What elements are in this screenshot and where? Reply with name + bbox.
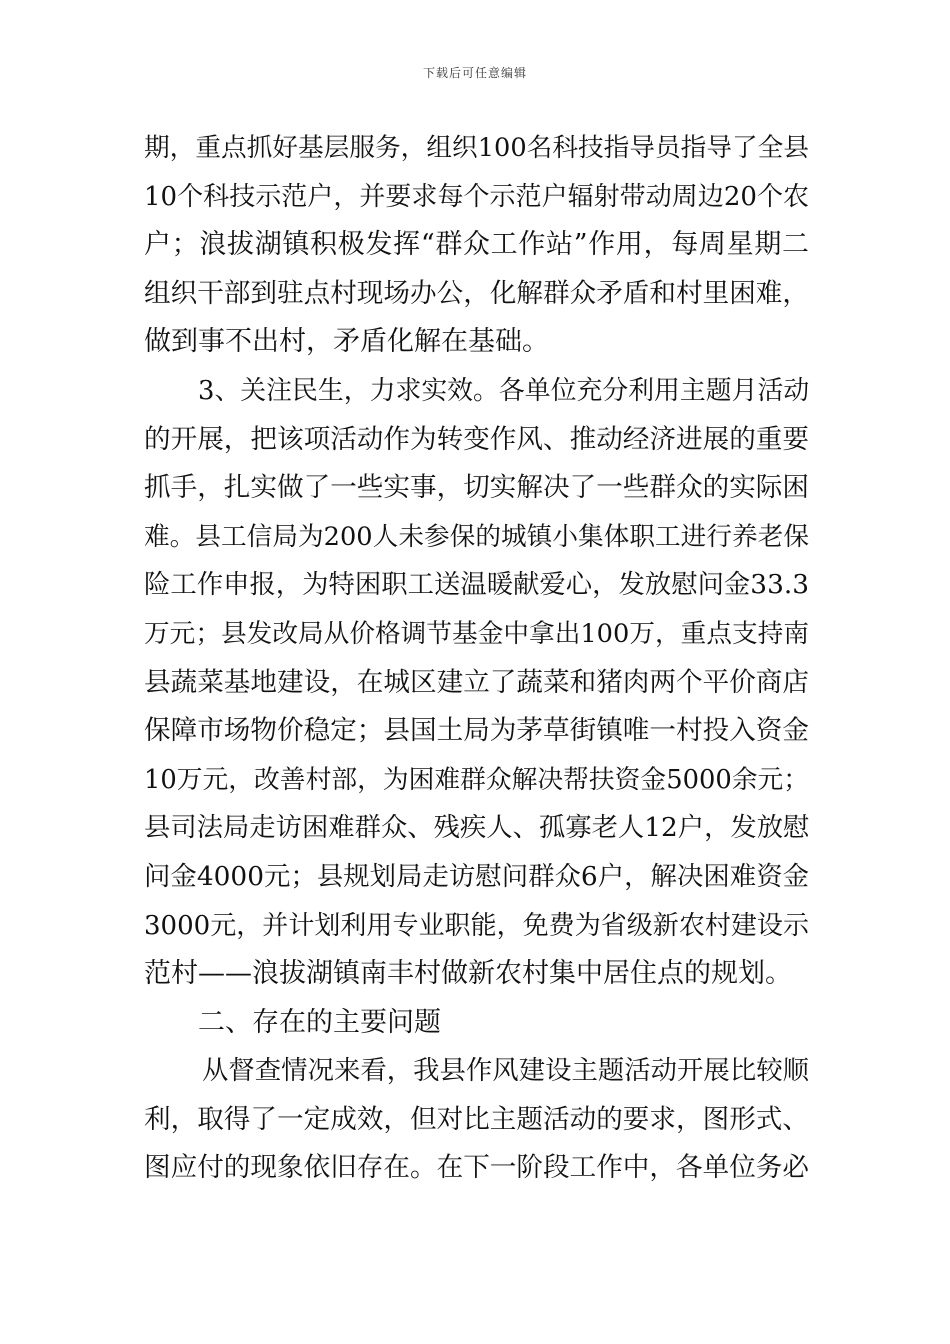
text-line: 险工作申报，为特困职工送温暖献爱心，发放慰问金33.3	[144, 570, 809, 601]
text-line: 问金4000元；县规划局走访慰问群众6户，解决困难资金	[144, 860, 809, 892]
text-line: 10个科技示范户，并要求每个示范户辐射带动周边20个农	[144, 181, 809, 212]
text-line: 10万元，改善村部，为困难群众解决帮扶资金5000余元；	[144, 764, 809, 795]
text-line: 的开展，把该项活动作为转变作风、推动经济进展的重要	[144, 423, 809, 455]
text-line: 万元；县发改局从价格调节基金中拿出100万，重点支持南	[144, 618, 809, 649]
text-line: 3000元，并计划利用专业职能，免费为省级新农村建设示	[144, 910, 809, 941]
text-line: 县蔬菜基地建设，在城区建立了蔬菜和猪肉两个平价商店	[144, 666, 809, 698]
text-line: 图应付的现象依旧存在。在下一阶段工作中，各单位务必	[144, 1152, 809, 1184]
text-line: 从督查情况来看，我县作风建设主题活动开展比较顺	[202, 1056, 809, 1087]
text-line: 户；浪拔湖镇积极发挥“群众工作站”作用，每周星期二	[144, 229, 809, 261]
text-line: 范村——浪拔湖镇南丰村做新农村集中居住点的规划。	[144, 958, 792, 990]
text-line: 利，取得了一定成效，但对比主题活动的要求，图形式、	[144, 1103, 809, 1135]
text-line: 做到事不出村，矛盾化解在基础。	[144, 326, 549, 358]
text-line: 保障市场物价稳定；县国土局为茅草街镇唯一村投入资金	[144, 715, 809, 747]
document-body	[144, 124, 809, 1193]
text-line: 县司法局走访困难群众、残疾人、孤寡老人12户，发放慰	[144, 813, 810, 844]
text-line: 难。县工信局为200人未参保的城镇小集体职工进行养老保	[144, 521, 809, 552]
section-heading: 二、存在的主要问题	[198, 1006, 441, 1038]
text-line: 抓手，扎实做了一些实事，切实解决了一些群众的实际困	[144, 472, 809, 504]
page-header: 下载后可任意编辑	[422, 66, 527, 80]
text-line: 组织干部到驻点村现场办公，化解群众矛盾和村里困难，	[144, 277, 809, 309]
text-line: 3、关注民生，力求实效。各单位充分利用主题月活动	[198, 375, 810, 406]
text-line: 期，重点抓好基层服务，组织100名科技指导员指导了全县	[144, 133, 809, 163]
